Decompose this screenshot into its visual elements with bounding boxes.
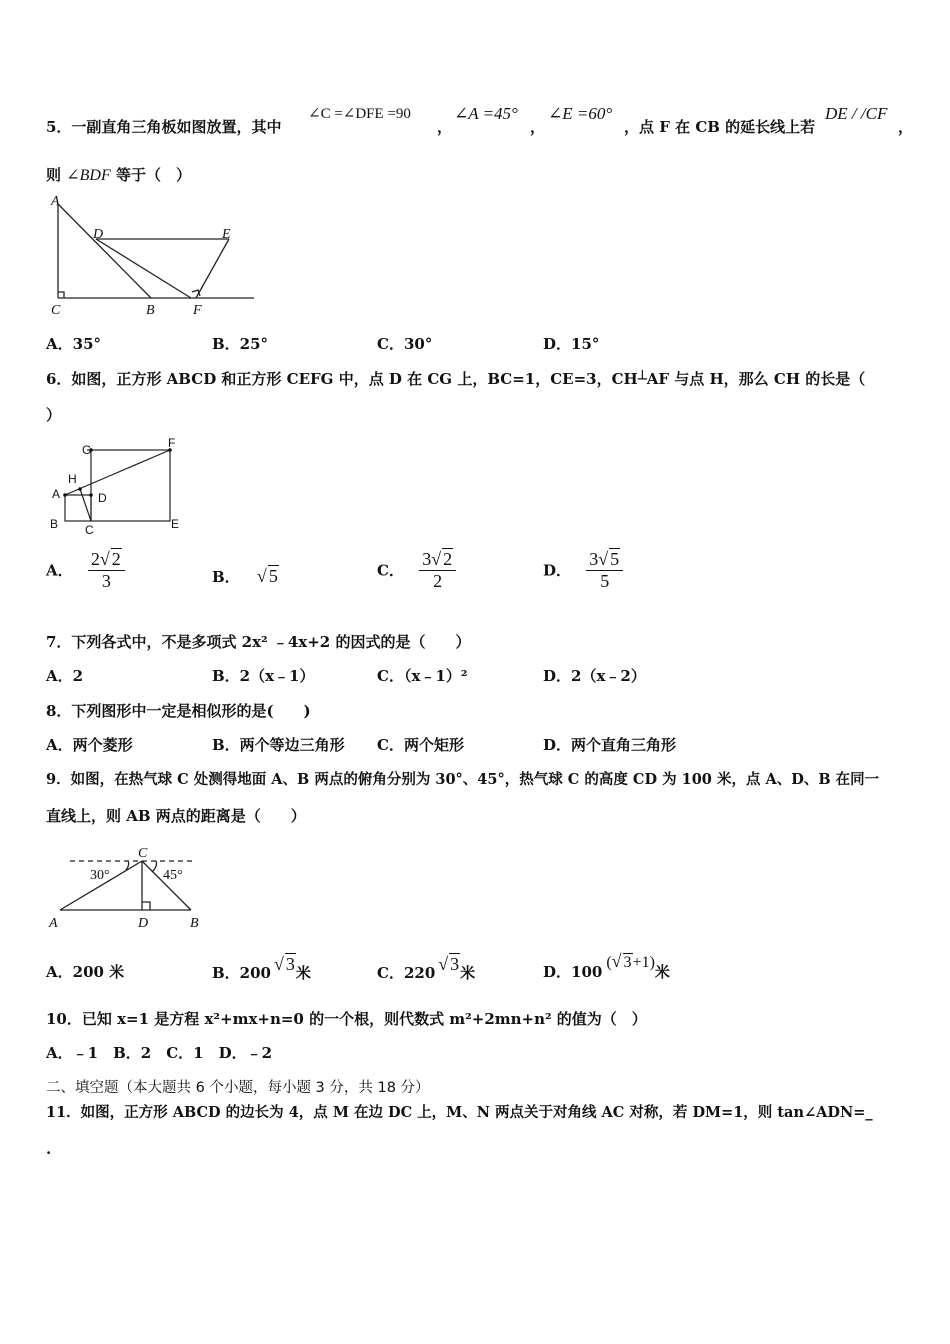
- q5-cond1: ∠C =∠DFE =90: [308, 106, 411, 122]
- q10-text: 10．已知 x=1 是方程 x²+mx+n=0 的一个根，则代数式 m²+2mn+n² 的值为（ ）: [46, 1010, 647, 1028]
- q6-option-c[interactable]: C． $\frac{3√ 2}{2}$: [377, 548, 456, 592]
- q5-line2: 则 ∠BDF 等于（ ）: [46, 166, 192, 184]
- q8-option-c[interactable]: C．两个矩形: [377, 736, 464, 754]
- q9-option-d[interactable]: D．100(√ 3+1)米: [543, 951, 670, 981]
- q9-option-a[interactable]: A．200 米: [46, 963, 125, 981]
- q6-figure: [46, 436, 191, 536]
- q8-option-b[interactable]: B．两个等边三角形: [212, 736, 345, 754]
- q6-option-d[interactable]: D． $\frac{3√ 5}{5}$: [543, 548, 623, 592]
- q5-sep2: ，: [530, 118, 546, 136]
- q9-label-angle-30: 30°: [90, 868, 110, 883]
- q7-option-d[interactable]: D．2（x﹣2）: [543, 667, 646, 685]
- q9-figure: [46, 842, 206, 934]
- q10-options[interactable]: A．﹣1 B．2 C．1 D．﹣2: [46, 1044, 273, 1062]
- q5-cond4: DE / /CF: [825, 104, 888, 123]
- q5-label-f: F: [193, 303, 202, 318]
- q5-label-c: C: [51, 303, 61, 318]
- q9-option-b[interactable]: B．200 √ 3米: [212, 954, 311, 982]
- section-2-title: 二、填空题（本大题共 6 个小题，每小题 3 分，共 18 分）: [46, 1080, 430, 1096]
- q9-line1: 9．如图，在热气球 C 处测得地面 A、B 两点的俯角分别为 30°、45°，热气球 C 的高度 CD 为 100 米，点 A、D、B 在同一: [46, 771, 880, 788]
- q7-option-a[interactable]: A．2: [46, 667, 84, 685]
- q8-option-a[interactable]: A．两个菱形: [46, 736, 133, 754]
- q5-option-d[interactable]: D．15°: [543, 335, 600, 353]
- q5-line1: [46, 116, 281, 137]
- q5-label-d: D: [93, 227, 104, 242]
- q9-label-d: D: [138, 916, 149, 931]
- q8-option-d[interactable]: D．两个直角三角形: [543, 736, 677, 754]
- q6-label-b: B: [50, 517, 59, 531]
- q9-label-a: A: [49, 916, 58, 931]
- q5-option-c[interactable]: C．30°: [377, 335, 433, 353]
- q6-label-f: F: [168, 436, 176, 450]
- q6-label-a: A: [52, 487, 61, 501]
- q7-option-c[interactable]: C．（x﹣1）²: [377, 667, 468, 685]
- q9-label-b: B: [190, 916, 199, 931]
- q5-label-b: B: [146, 303, 155, 318]
- q6-label-h: H: [68, 472, 77, 486]
- q7-option-b[interactable]: B．2（x﹣1）: [212, 667, 315, 685]
- q7-text: 7．下列各式中，不是多项式 2x² ﹣4x+2 的因式的是（ ）: [46, 633, 471, 651]
- q9-option-c[interactable]: C．220 √ 3米: [377, 954, 476, 982]
- q6-label-e: E: [171, 517, 180, 531]
- q6-option-a[interactable]: A． $\frac{2√ 2}{3}$: [46, 548, 125, 592]
- q6-label-d: D: [98, 491, 107, 505]
- q5-option-a[interactable]: A．35°: [46, 335, 102, 353]
- q5-cond2: ∠A =45°: [454, 104, 518, 123]
- q6-line1: 6．如图，正方形 ABCD 和正方形 CEFG 中，点 D 在 CG 上，BC=1，CE=3，CH┴AF 与点 H，那么 CH 的长是（: [46, 370, 866, 388]
- q5-figure: [46, 192, 261, 322]
- q11-line2: .: [46, 1140, 52, 1158]
- q6-label-c: C: [85, 523, 94, 537]
- q6-line2: ）: [46, 406, 62, 424]
- q6-label-g: G: [82, 443, 92, 457]
- q11-line1: 11．如图，正方形 ABCD 的边长为 4，点 M 在边 DC 上，M、N 两点关于对角线 AC 对称，若 DM=1，则 tan∠ADN=_: [46, 1104, 873, 1121]
- q9-label-angle-45: 45°: [163, 868, 183, 883]
- q9-line2: 直线上，则 AB 两点的距离是（ ）: [46, 807, 306, 825]
- q5-cond3: ∠E =60°: [548, 104, 613, 123]
- q5-sep1: ，: [437, 118, 453, 136]
- q5-label-a: A: [51, 194, 60, 209]
- q5-mid: ，点 F 在 CB 的延长线上若: [624, 118, 816, 136]
- q9-label-c: C: [138, 846, 148, 861]
- q5-end: ，: [898, 118, 914, 136]
- q5-option-b[interactable]: B．25°: [212, 335, 269, 353]
- q5-prefix: 5．一副直角三角板如图放置，其中: [46, 118, 282, 136]
- q6-option-b[interactable]: B． √ 5: [212, 566, 278, 586]
- q5-label-e: E: [222, 227, 231, 242]
- q8-text: 8．下列图形中一定是相似形的是( ): [46, 702, 311, 720]
